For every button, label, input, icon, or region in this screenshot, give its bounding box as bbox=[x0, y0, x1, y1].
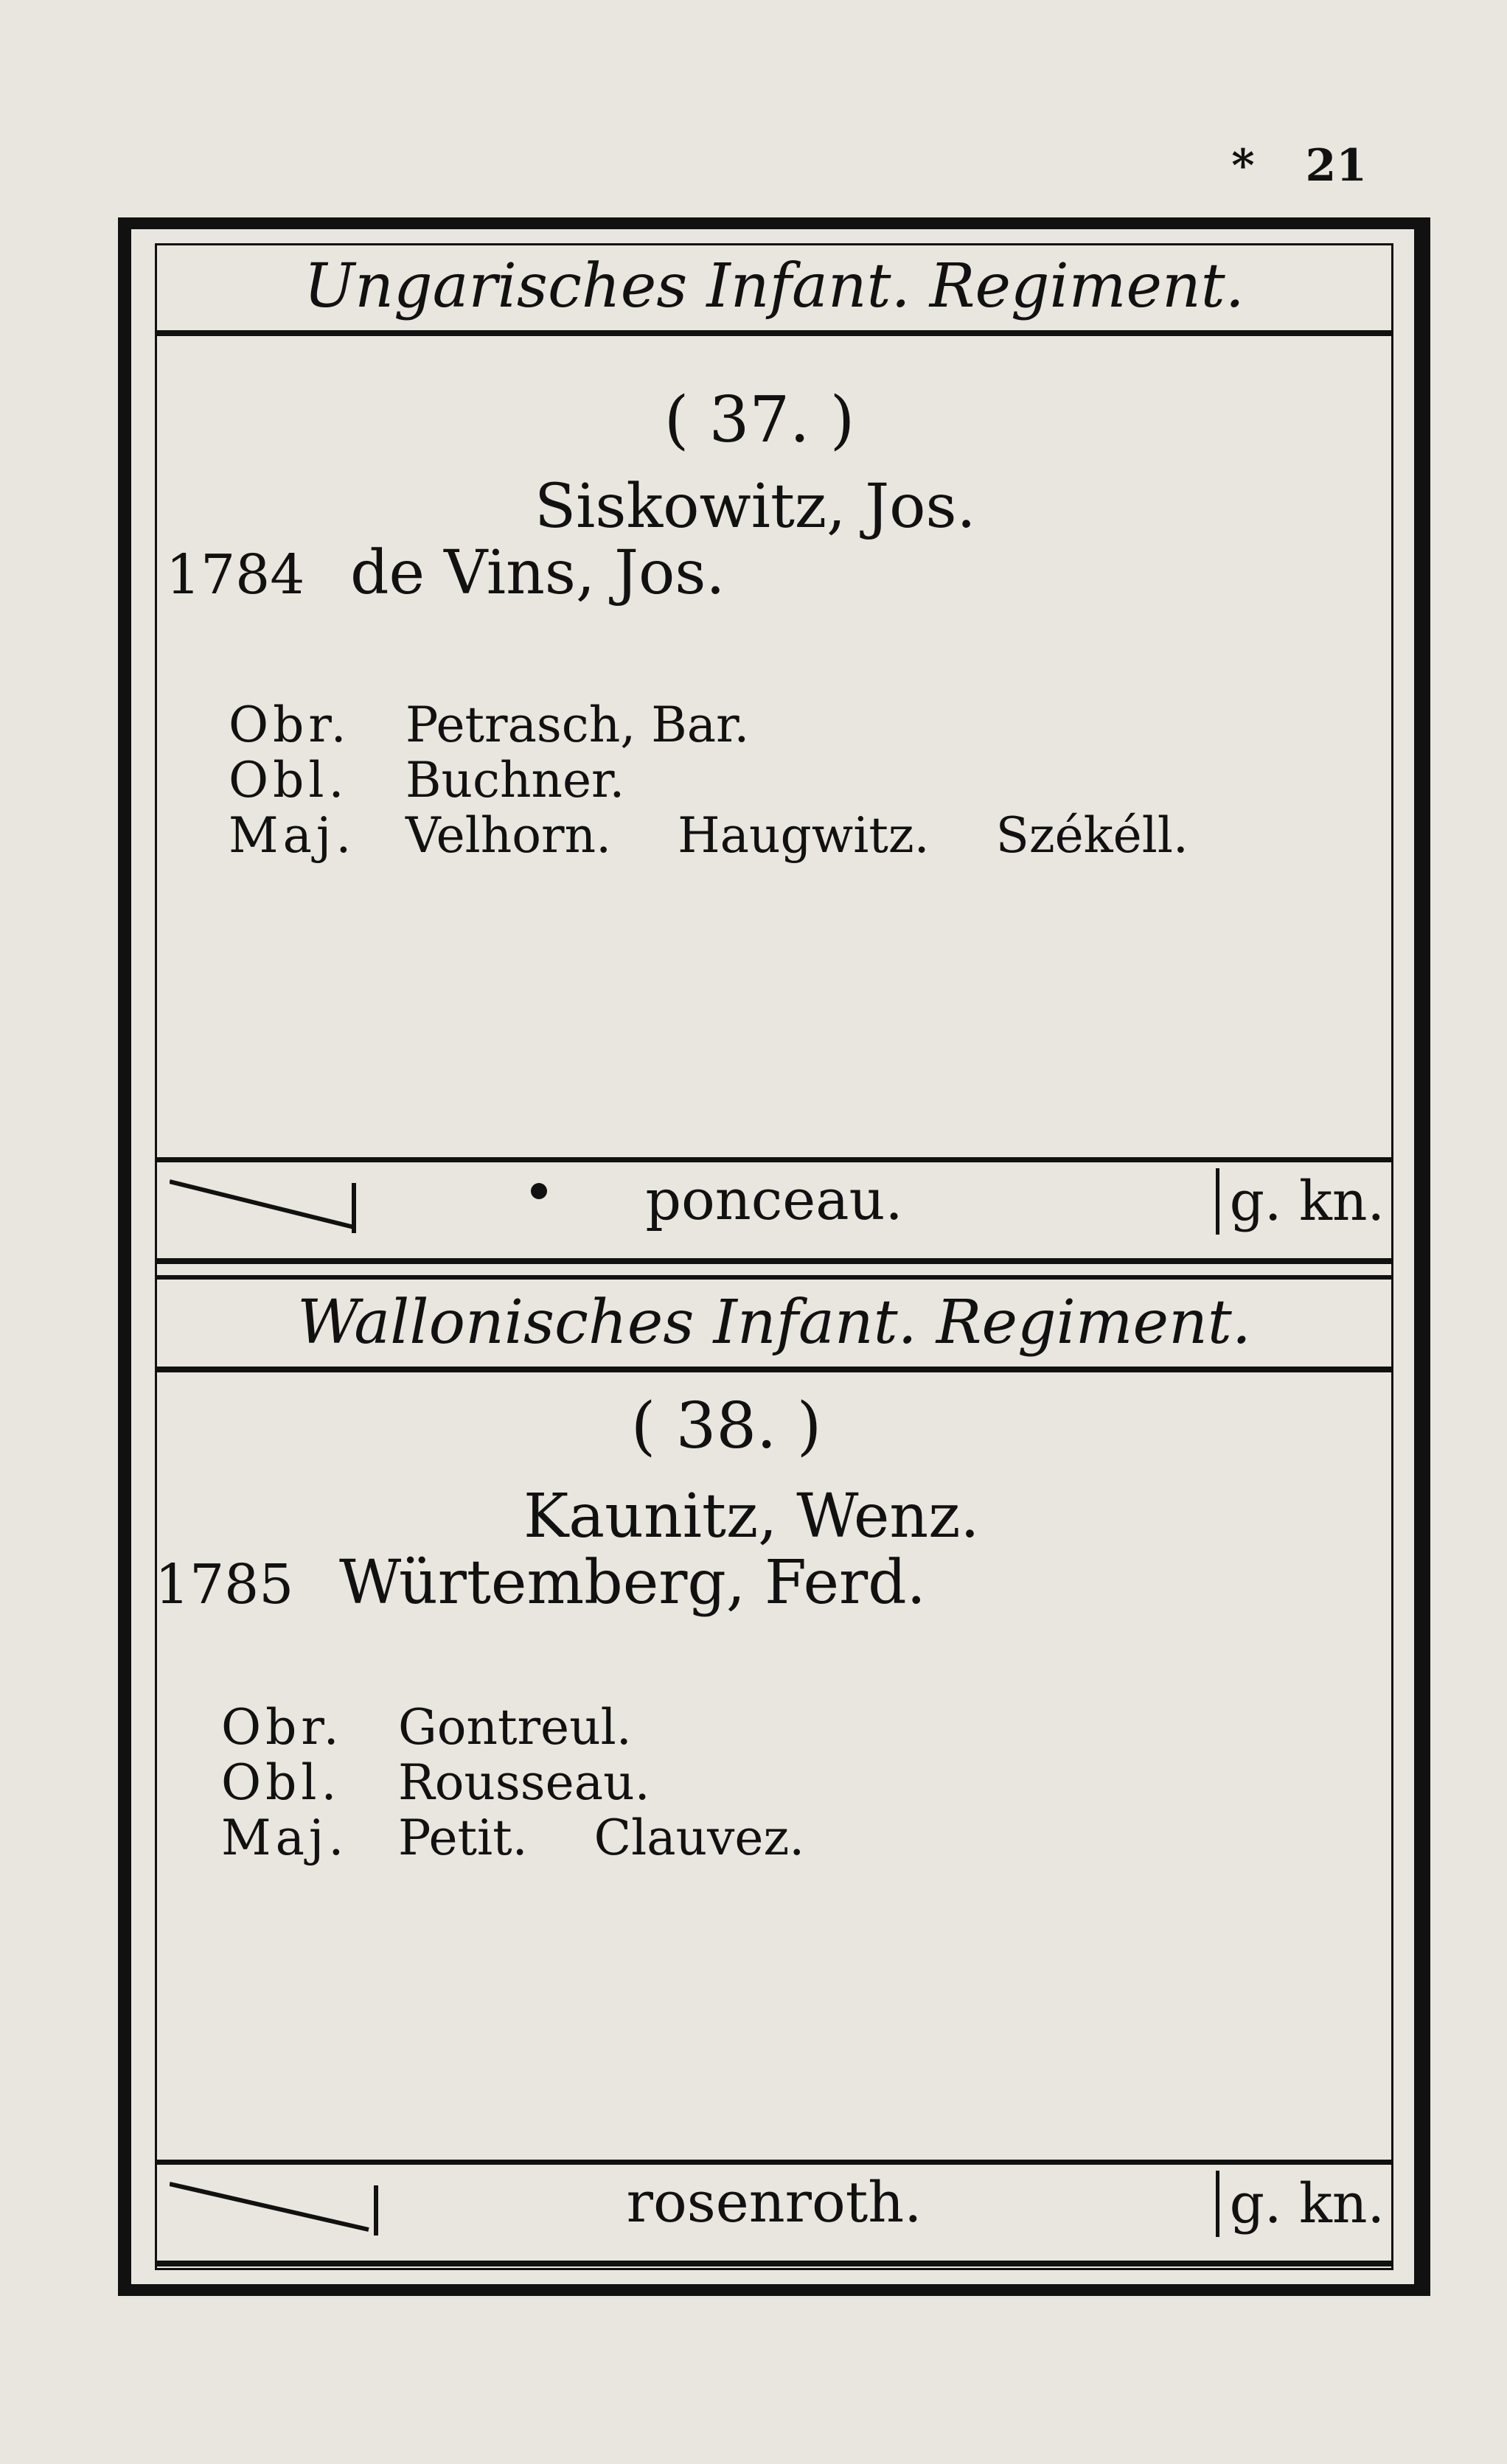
facing-color: ponceau. bbox=[645, 1167, 903, 1232]
owner-line bbox=[339, 1481, 979, 1552]
facing-row bbox=[155, 2160, 1393, 2266]
owner-name: Kaunitz, Wenz. bbox=[523, 1481, 980, 1552]
owner-year: 1784 bbox=[166, 543, 305, 607]
owner-name: Würtemberg, Ferd. bbox=[339, 1548, 926, 1618]
officer-rank: Obl. bbox=[221, 1754, 341, 1811]
regiment-number: ( 38. ) bbox=[630, 1389, 822, 1463]
officer-rank: Obr. bbox=[221, 1699, 344, 1756]
regiment-number: ( 37. ) bbox=[664, 383, 855, 457]
regiment-section-38 bbox=[155, 1268, 1393, 2270]
officer-name: Rousseau. bbox=[398, 1754, 650, 1811]
facing-color: rosenroth. bbox=[626, 2169, 922, 2235]
officer-line bbox=[221, 1809, 871, 1866]
officer-line bbox=[229, 752, 691, 809]
owner-year: 1785 bbox=[155, 1553, 294, 1616]
officer-name: Gontreul. bbox=[398, 1699, 632, 1756]
regiment-title: Wallonisches Infant. Regiment. bbox=[155, 1275, 1393, 1372]
owner-line bbox=[166, 538, 725, 608]
officer-rank: Maj. bbox=[221, 1809, 349, 1866]
officer-line bbox=[229, 697, 815, 753]
officer-line bbox=[221, 1699, 698, 1756]
page-header bbox=[1231, 140, 1367, 192]
owner-name: de Vins, Jos. bbox=[350, 538, 725, 608]
page-star-mark: * bbox=[1231, 140, 1255, 192]
facing-row bbox=[155, 1157, 1393, 1264]
regiment-title: Ungarisches Infant. Regiment. bbox=[155, 243, 1393, 336]
officer-rank: Obl. bbox=[229, 752, 349, 809]
officer-name: Clauvez. bbox=[594, 1809, 805, 1866]
officer-name: Velhorn. bbox=[406, 807, 612, 864]
button-code: g. kn. bbox=[1216, 1168, 1385, 1235]
officer-rank: Maj. bbox=[229, 807, 356, 864]
officer-name: Petrasch, Bar. bbox=[406, 697, 750, 753]
owner-line bbox=[155, 1548, 926, 1618]
officer-name: Székéll. bbox=[995, 807, 1188, 864]
owner-name: Siskowitz, Jos. bbox=[535, 472, 976, 542]
officer-name: Buchner. bbox=[406, 752, 625, 809]
regiment-section-37 bbox=[155, 243, 1393, 1268]
page-number: 21 bbox=[1305, 140, 1367, 192]
button-code: g. kn. bbox=[1216, 2171, 1385, 2237]
officer-rank: Obr. bbox=[229, 697, 351, 753]
officer-name: Haugwitz. bbox=[678, 807, 930, 864]
officer-name: Petit. bbox=[398, 1809, 528, 1866]
owner-line bbox=[350, 472, 976, 542]
officer-line bbox=[221, 1754, 717, 1811]
officer-line bbox=[229, 807, 1255, 864]
